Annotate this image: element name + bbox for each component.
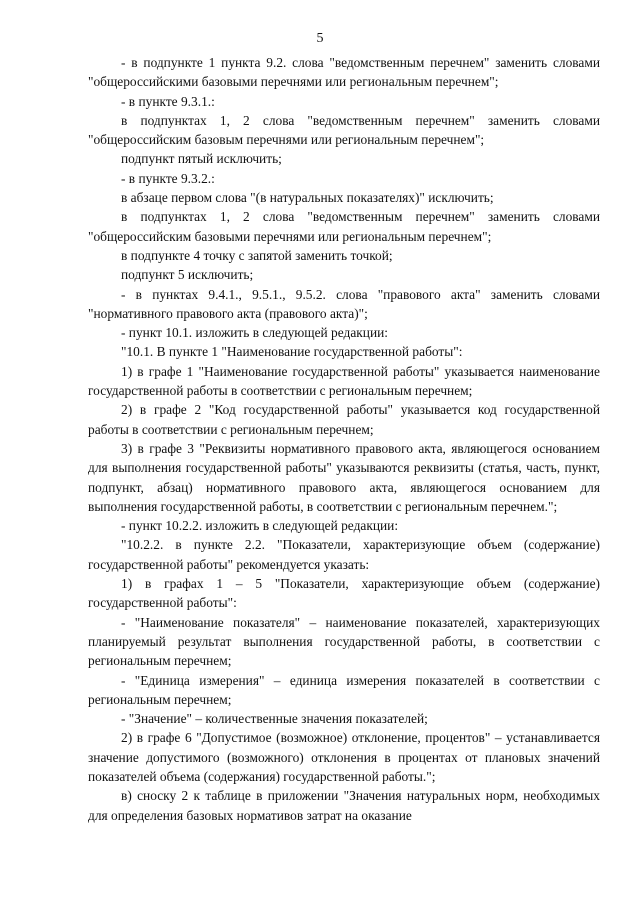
- paragraph-18: 1) в графах 1 – 5 "Показатели, характеризующие объем (содержание) государственной работы":: [88, 576, 600, 611]
- paragraph-15: 3) в графе 3 "Реквизиты нормативного правового акта, являющегося основанием для выполнения государственной работы" указываются реквизиты (статья, часть, пункт, подпункт, абзац) нормативного правового акта, являющегося основанием для выполнения государственной работы, в соответствии с региональным перечнем.";: [88, 440, 600, 514]
- paragraph-9: подпункт 5 исключить;: [121, 267, 254, 283]
- paragraph-8: в подпункте 4 точку с запятой заменить точкой;: [121, 247, 393, 263]
- paragraph-4: подпункт пятый исключить;: [121, 151, 282, 167]
- document-body: [88, 53, 600, 825]
- paragraph-19: - "Наименование показателя" – наименование показателей, характеризующих планируемый результат выполнения государственной работы, в соответствии с региональным перечнем;: [88, 614, 600, 669]
- paragraph-22: 2) в графе 6 "Допустимое (возможное) отклонение, процентов" – устанавливается значение допустимого (возможного) отклонения в процентах от плановых значений показателей объема (содержания) государственной работы.";: [88, 730, 600, 784]
- paragraph-2: - в пункте 9.3.1.:: [121, 93, 215, 109]
- page-number: 5: [316, 31, 324, 46]
- paragraph-20: - "Единица измерения" – единица измерения показателей в соответствии с региональным перечнем;: [88, 672, 600, 707]
- paragraph-17: "10.2.2. в пункте 2.2. "Показатели, характеризующие объем (содержание) государственной работы" рекомендуется указать:: [88, 537, 600, 572]
- paragraph-5: - в пункте 9.3.2.:: [121, 170, 215, 186]
- paragraph-23: в) сноску 2 к таблице в приложении "Значения натуральных норм, необходимых для определения базовых нормативов затрат на оказание: [88, 788, 600, 823]
- paragraph-21: - "Значение" – количественные значения показателей;: [121, 711, 428, 727]
- paragraph-7: в подпунктах 1, 2 слова "ведомственным перечнем" заменить словами "общероссийским базовыми перечнями или региональным перечнем";: [88, 209, 600, 244]
- paragraph-16: - пункт 10.2.2. изложить в следующей редакции:: [121, 518, 399, 534]
- paragraph-3: в подпунктах 1, 2 слова "ведомственным перечнем" заменить словами "общероссийским базовым перечнями или региональным перечнем";: [88, 112, 600, 148]
- paragraph-11: - пункт 10.1. изложить в следующей редакции:: [121, 325, 389, 341]
- paragraph-14: 2) в графе 2 "Код государственной работы" указывается код государственной работы в соответствии с региональным перечнем;: [88, 402, 600, 437]
- paragraph-1: - в подпункте 1 пункта 9.2. слова "ведомственным перечнем" заменить словами "общероссийскими базовыми перечнями или региональным перечнем";: [88, 55, 600, 90]
- paragraph-10: - в пунктах 9.4.1., 9.5.1., 9.5.2. слова "правового акта" заменить словами "нормативного правового акта (правового акта)";: [88, 286, 600, 321]
- paragraph-6: в абзаце первом слова "(в натуральных показателях)" исключить;: [121, 190, 494, 206]
- paragraph-12: "10.1. В пункте 1 "Наименование государственной работы":: [121, 344, 463, 360]
- paragraph-13: 1) в графе 1 "Наименование государственной работы" указывается наименование государственной работы в соответствии с региональным перечнем;: [88, 363, 600, 399]
